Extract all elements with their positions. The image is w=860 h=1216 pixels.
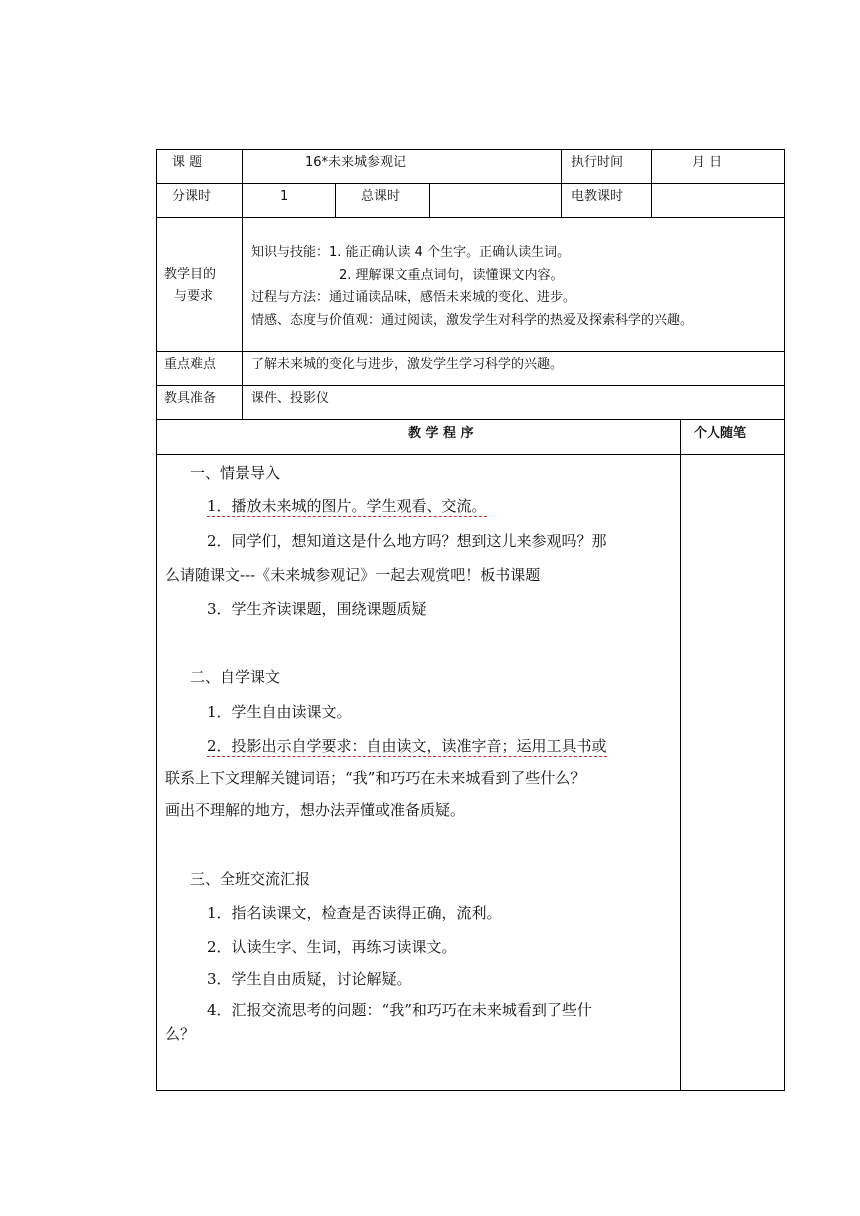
materials-label: 教具准备 [164,391,217,406]
topic-label: 课 题 [172,155,203,170]
total-hours-label: 总课时 [361,189,401,204]
goal-line-3: 过程与方法：通过诵读品味，感悟未来城的变化、进步。 [251,290,577,305]
section-heading-3: 三、全班交流汇报 [190,870,311,888]
procedure-line: 联系上下文理解关键词语；“我”和巧巧在未来城看到了些什么？ [165,769,586,787]
procedure-line: 1．指名读课文，检查是否读得正确，流利。 [207,904,502,922]
procedure-line: 1．播放未来城的图片。学生观看、交流。 [207,497,487,515]
procedure-line: 2．同学们，想知道这是什么地方吗？想到这儿来参观吗？那 [207,532,607,550]
goal-line-1: 知识与技能：1. 能正确认读 4 个生字。正确认读生词。 [251,245,571,260]
topic-value: 16*未来城参观记 [305,155,407,170]
sub-hours-value: 1 [280,189,289,204]
materials-value: 课件、投影仪 [251,391,330,406]
exec-time-label: 执行时间 [571,155,624,170]
key-points-value: 了解未来城的变化与进步，激发学生学习科学的兴趣。 [251,357,564,372]
procedure-line: 3．学生自由质疑，讨论解疑。 [207,970,412,988]
exec-time-value: 月 日 [692,155,723,170]
section-heading-1: 一、情景导入 [190,464,281,482]
procedure-line: 么请随课文---《未来城参观记》一起去观赏吧！板书课题 [165,566,541,584]
goal-line-2: 2. 理解课文重点词句，读懂课文内容。 [339,268,564,283]
procedure-line: 画出不理解的地方，想办法弄懂或准备质疑。 [165,801,466,819]
av-hours-label: 电教课时 [571,189,624,204]
section-heading-2: 二、自学课文 [190,668,281,686]
procedure-line: 1．学生自由读课文。 [207,703,352,721]
procedure-line: 4．汇报交流思考的问题：“我”和巧巧在未来城看到了些什 [207,1001,592,1019]
goals-label-line2: 与要求 [174,289,214,304]
sub-hours-label: 分课时 [172,189,212,204]
key-points-label: 重点难点 [164,357,217,372]
notes-title: 个人随笔 [694,426,747,441]
goal-line-4: 情感、态度与价值观：通过阅读，激发学生对科学的热爱及探索科学的兴趣。 [251,313,694,328]
procedure-line: 2．认读生字、生词，再练习读课文。 [207,938,457,956]
procedure-line: 么？ [165,1025,196,1043]
procedure-line: 2．投影出示自学要求：自由读文，读准字音；运用工具书或 [207,737,607,755]
goals-label-line1: 教学目的 [164,267,217,282]
procedure-title: 教 学 程 序 [408,426,474,441]
procedure-line: 3．学生齐读课题，围绕课题质疑 [207,600,427,618]
